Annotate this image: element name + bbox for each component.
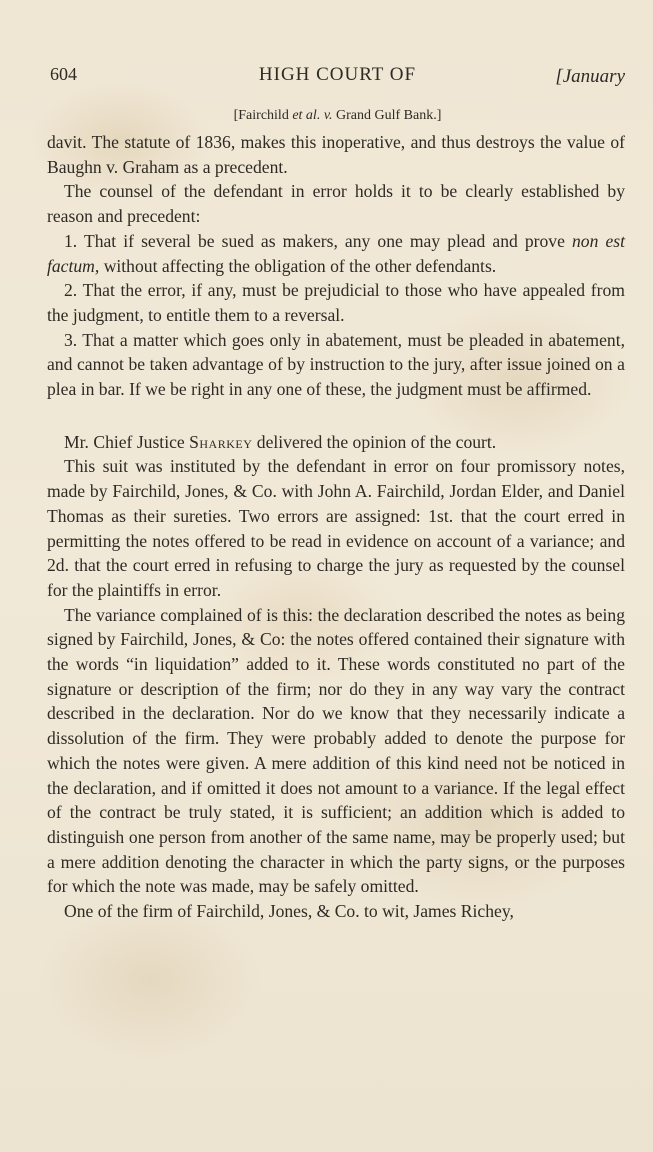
case-title: [Fairchild et al. v. Grand Gulf Bank.] (233, 108, 442, 123)
header-month: [January (555, 66, 625, 87)
section-gap (47, 402, 625, 430)
paragraph: davit. The statute of 1836, makes this inoperative, and thus destroys the value of Baughn v. Graham as a precedent. (47, 132, 625, 177)
paragraph: The variance complained of is this: the declaration described the notes as being signed by Fairchild, Jones, & Co: the notes offered contained their signature with the words “in liquidation” added to it. These words constituted no part of the signature or description of the firm; nor do they in any way vary the contract described in the declaration. Nor do we know that they necessarily indicate a dissolution of the firm. They were probably added to denote the purpose for which the notes were given. A mere addition of this kind need not be noticed in the declaration, and if omitted it does not amount to a variance. If the legal effect of the contract be truly stated, it is sufficient; an addition which is added to distinguish one person from another of the same name, may be properly used; but a mere addition denoting the character in which the party signs, or the purposes for which the note was made, may be safely omitted. (47, 604, 625, 897)
paragraph: This suit was instituted by the defendant in error on four promissory notes, made by Fairchild, Jones, & Co. with John A. Fairchild, Jordan Elder, and Daniel Thomas as their sureties. Two errors are assigned: 1st. that the court erred in permitting the notes offered to be read in evidence on account of a variance; and 2d. that the court erred in refusing to charge the jury as requested by the counsel for the plaintiffs in error. (47, 456, 625, 600)
paragraph: 3. That a matter which goes only in abatement, must be pleaded in abatement, and cannot be taken advantage of by instruction to the jury, after issue joined on a plea in bar. If we be right in any one of these, the judgment must be affirmed. (47, 329, 625, 400)
paragraph: 1. That if several be sued as makers, any one may plead and prove non est factum, without affecting the obligation of the other defendants. (47, 230, 625, 276)
paragraph: One of the firm of Fairchild, Jones, & Co. to wit, James Richey, (64, 901, 514, 922)
page-header (50, 62, 625, 92)
opinion-heading: Mr. Chief Justice Sharkey delivered the opinion of the court. (64, 431, 497, 452)
running-head: HIGH COURT OF (258, 64, 417, 85)
page-body (47, 130, 625, 924)
paragraph: 2. That the error, if any, must be prejudicial to those who have appealed from the judgment, to entitle them to a reversal. (47, 280, 625, 325)
page-number: 604 (50, 64, 77, 84)
paragraph: The counsel of the defendant in error holds it to be clearly established by reason and precedent: (47, 181, 625, 227)
